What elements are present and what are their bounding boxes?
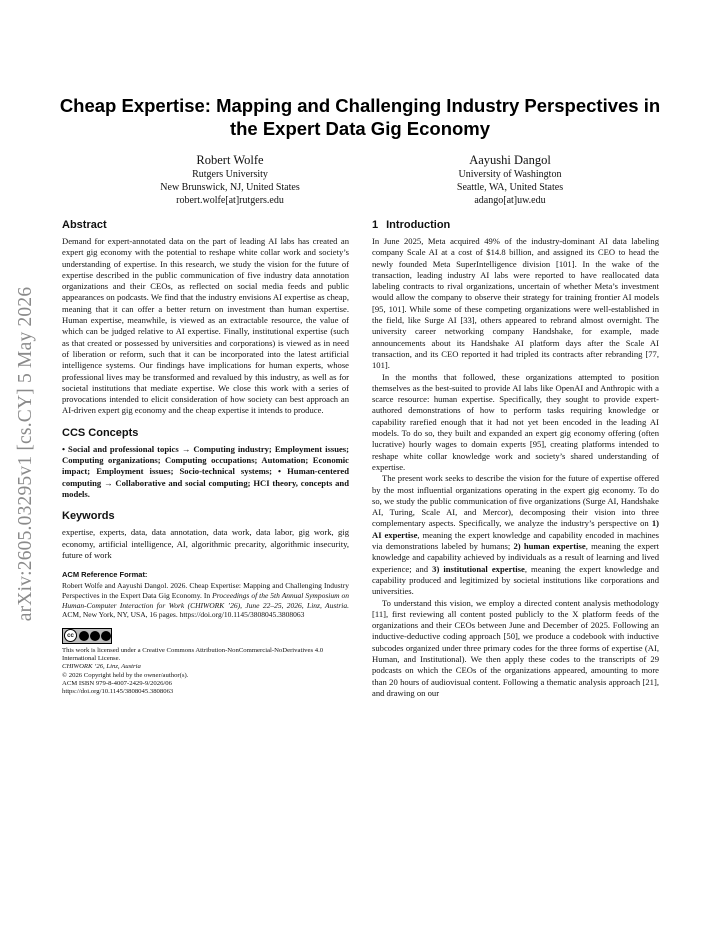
author-affiliation: University of Washington: [458, 169, 562, 180]
keywords-section: [62, 510, 349, 561]
conference-venue: CHIWORK ’26, Linz, Austria: [62, 663, 141, 671]
text-run: , meaning the expert knowledge and capability produced and legitimized by societal institutions like corporations and universities.: [372, 563, 659, 597]
doi-link[interactable]: https://doi.org/10.1145/3808045.3808063: [62, 688, 174, 696]
acm-reference-heading: ACM Reference Format:: [62, 570, 148, 580]
right-column: [372, 219, 659, 699]
creative-commons-badge-icon[interactable]: [62, 628, 112, 644]
ccs-section: [62, 427, 349, 500]
author-email: robert.wolfe[at]rutgers.edu: [176, 195, 284, 206]
isbn: ACM ISBN 979-8-4007-2429-9/2026/06: [62, 679, 172, 687]
author-block-2: [380, 152, 640, 207]
author-block-1: [100, 152, 360, 207]
author-name: Aayushi Dangol: [469, 153, 551, 167]
acm-reference-doi: ACM, New York, NY, USA, 16 pages. https://doi.org/10.1145/3808045.3808063: [62, 610, 305, 620]
cc-icon: cc: [64, 629, 77, 642]
ccs-heading: CCS Concepts: [62, 426, 139, 439]
author-affiliation: Rutgers University: [192, 169, 268, 180]
intro-paragraph-3: [372, 473, 659, 597]
acm-reference-text: [62, 581, 349, 619]
introduction-heading: [372, 219, 659, 232]
ccs-text: • Social and professional topics → Computing industry; Employment issues; Computing organizations; Computing occupations; Automation; Economic impact; Employment issues; Socio-technical systems; • Human-centered computing → Collaborative and social computing; HCI theory, concepts and models.: [62, 443, 349, 499]
license-text: This work is licensed under a Creative Commons Attribution-NonCommercial-NoDerivatives 4.0 International License.: [62, 646, 324, 663]
author-location: Seattle, WA, United States: [456, 182, 564, 193]
acm-reference-authors: Robert Wolfe and Aayushi Dangol. 2026. Cheap Expertise: Mapping and Challenging Industry Perspectives in the Expert Data Gig Economy. In: [62, 581, 349, 601]
nc-icon: [90, 631, 100, 641]
acm-reference-venue: Proceedings of the 5th Annual Symposium on Human-Computer Interaction for Work (CHIWORK ’26), June 22–25, 2026, Linz, Austria.: [62, 591, 350, 610]
bold-run: 2) human expertise: [513, 541, 586, 552]
by-icon: [79, 631, 89, 641]
section-title: Introduction: [386, 219, 451, 231]
copyright-notice: © 2026 Copyright held by the owner/author(s).: [62, 671, 189, 679]
keywords-text: expertise, experts, data, data annotation, data work, data labor, gig work, gig economy, artificial intelligence, AI, algorithmic precarity, algorithmic insecurity, future of work: [62, 527, 349, 560]
bold-run: 3) institutional expertise: [432, 563, 525, 574]
author-location: New Brunswick, NJ, United States: [160, 182, 300, 193]
arxiv-identifier: arXiv:2605.03295v1 [cs.CY] 5 May 2026: [15, 286, 36, 622]
intro-paragraph-2: In the months that followed, these organizations attempted to position themselves as the best-suited to provide AI labs like OpenAI and Anthropic with a scarce resource: human expertise. Specifically, they sought to provide expert-authored demonstrations of how to perform tasks requiring knowledge or capability rarefied enough that it had not yet been encoded in the leading AI models. To do so, they built and expanded an expert gig economy offering (often lucrative) hourly wages to domain experts [95], creating platforms intended to reshape white collar knowledge work and society’s shared understanding of expertise.: [372, 371, 659, 472]
keywords-heading: Keywords: [62, 510, 115, 523]
paper-title: Cheap Expertise: Mapping and Challenging Industry Perspectives in the Expert Data Gig Economy: [59, 95, 661, 139]
author-email: adango[at]uw.edu: [474, 195, 546, 206]
abstract-heading: Abstract: [62, 219, 107, 231]
bold-run: 1) AI expertise: [372, 518, 659, 540]
abstract-text: Demand for expert-annotated data on the part of leading AI labs has created an expert gig economy with the potential to reshape white collar work and society’s understanding of expertise. In this research, we study the vision for the future of expertise described in the public communication of five industry data annotation organizations and their CEOs, as reflected on social media feeds and public appearances on podcasts. We find that the industry envisions AI expertise as cheap, meaning that it can offer a better return on investment than human expertise. Human expertise, meanwhile, is viewed as an extractable resource, the value of which can be judged relative to AI expertise. Finally, institutional expertise (such as that created or possessed by universities and corporations) is viewed as in need of liberation or reform, such that it can be incorporated into the latest artificial intelligence systems. Our findings have implications for human experts, whose professional lives may be transformed and revalued by this industry, as well as for societal institutions that mediate expertise. We close this work with a series of provocations intended to elicit consideration of how society can best approach an AI-driven expert gig economy and the cheap expertise it intends to produce.: [62, 236, 349, 416]
intro-paragraph-4: To understand this vision, we employ a directed content analysis methodology [11], first reviewing all content posted publicly to the X platform feeds of the organizations and their CEOs between June and December of 2025. Following an inductive-deductive coding approach [50], we produce a codebook with inductive subcodes organized under three primary codes for the three forms of expertise (AI, Human, and Institutional). We then apply these codes to the transcripts of 29 podcasts on which the CEOs of the organizations appeared, amounting to more than 20 hours of audiovisual content. Following a thematic analysis approach [21], and drawing on our: [372, 597, 659, 698]
license-block: [62, 628, 349, 697]
nd-icon: [101, 631, 111, 641]
text-run: , meaning the expert knowledge and capability achieved by individuals as a result of learning and lived experience; and: [372, 541, 660, 574]
section-number: 1: [372, 219, 379, 231]
text-run: The present work seeks to describe the vision for the future of expertise offered by the most influential organizations operating in the expert gig economy. To do so, we study the public communication of five organizations (Surge AI, Handshake AI, Turing, Scale AI, and Mercor), decomposing their vision into three complementary aspects. Specifically, we analyze the industry’s perspective on: [372, 473, 659, 529]
text-run: , meaning the expert knowledge and capability encoded in machines via demonstrations labeled by humans;: [372, 529, 659, 552]
intro-paragraph-1: In June 2025, Meta acquired 49% of the industry-dominant AI data labeling company Scale AI at a cost of $14.8 billion, and assigned its CEO to head the newly founded Meta SuperIntelligence division [101]. In the wake of the transaction, leading industry AI labs were reported to have reallocated data labeling contracts to rival organizations, uncertain of whether Meta’s investment would allow the company to observe their strategy for training frontier AI models [95, 101]. While some of these competing organizations were well-established in the field, like Surge AI [33], others appeared to rebrand almost overnight. The university career networking company Handshake, for example, made announcements about its Handshake AI platform days after the Scale AI transaction, and its CEO reported it had tripled its contracts after rebranding [77, 101].: [372, 236, 659, 371]
author-name: Robert Wolfe: [196, 153, 264, 167]
left-column: [62, 219, 349, 697]
